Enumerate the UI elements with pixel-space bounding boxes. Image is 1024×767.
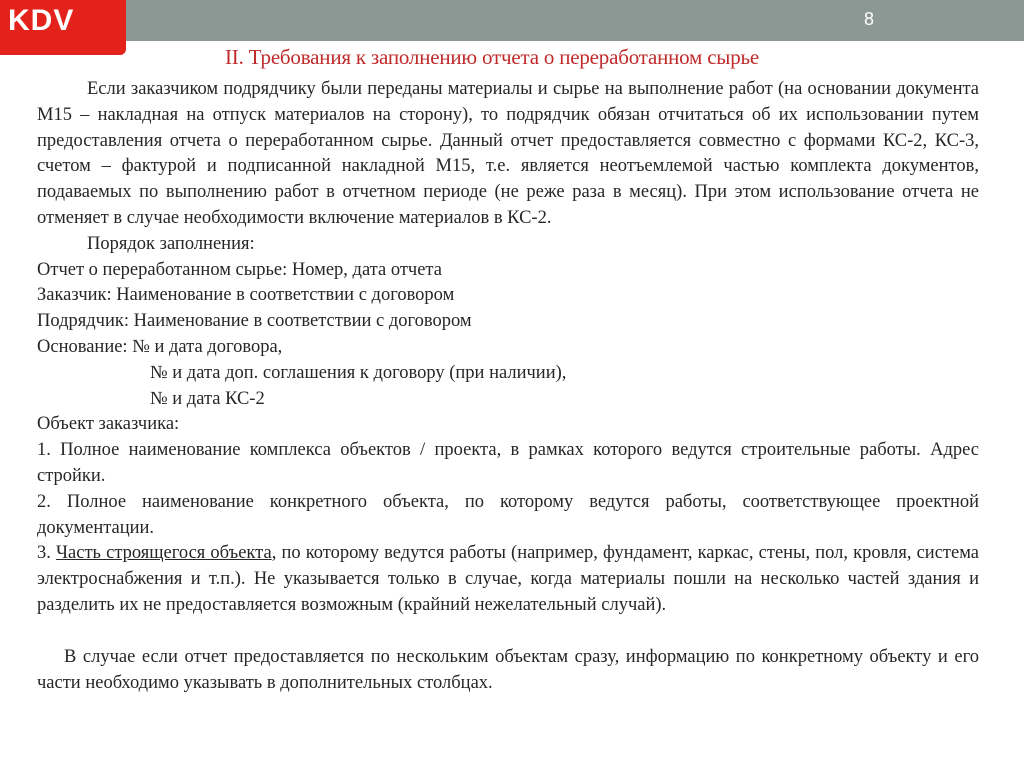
object-heading: Объект заказчика:	[37, 414, 180, 435]
slide-title: II. Требования к заполнению отчета о переработанном сырье	[225, 45, 760, 69]
intro-paragraph: Если заказчиком подрядчику были переданы материалы и сырье на выполнение работ (на основании документа М15 – накладная на отпуск материалов на сторону), то подрядчик обязан отчитаться об их использовании путем предоставления отчета о переработанном сырье. Данный отчет предоставляется совместно с формами КС-2, КС-3, счетом – фактурой и подписанной накладной М15, т.е. является неотъемлемой частью комплекта документов, подаваемых по выполнению работ в отчетном периоде (не реже раза в месяц). При этом использование отчета не отменяет в случае необходимости включение материалов в КС-2.	[37, 79, 979, 228]
logo-text: KDV	[8, 4, 75, 37]
list-item-3	[37, 541, 979, 618]
list-item-2: 2. Полное наименование конкретного объекта, по которому ведутся работы, соответствующее проектной документации.	[37, 491, 979, 538]
item3-rest: , по которому ведутся работы (например, фундамент, каркас, стены, пол, кровля, система электроснабжения и т.п.). Не указывается только в случае, когда материалы пошли на несколько частей здания и разделить их не предоставляется возможным (крайний нежелательный случай).	[37, 543, 980, 615]
closing-paragraph: В случае если отчет предоставляется по нескольким объектам сразу, информацию по конкретному объекту и его части необходимо указывать в дополнительных столбцах.	[37, 646, 979, 693]
customer-line: Заказчик: Наименование в соответствии с договором	[37, 285, 455, 306]
basis-line-2: № и дата доп. соглашения к договору (при наличии),	[150, 362, 567, 383]
spacer	[37, 619, 979, 645]
item3-prefix: 3.	[37, 543, 57, 564]
basis-line: Основание: № и дата договора,	[37, 336, 283, 357]
report-line: Отчет о переработанном сырье: Номер, дата отчета	[37, 259, 442, 280]
slide-content	[37, 77, 979, 696]
page-number: 8	[863, 9, 874, 29]
kdv-logo	[0, 0, 126, 55]
list-item-1: 1. Полное наименование комплекса объектов / проекта, в рамках которого ведутся строительные работы. Адрес стройки.	[37, 440, 979, 486]
contractor-line: Подрядчик: Наименование в соответствии с договором	[37, 311, 472, 332]
item3-underlined: Часть строящегося объекта	[56, 543, 272, 564]
order-heading: Порядок заполнения:	[87, 233, 255, 254]
basis-line-3: № и дата КС-2	[150, 388, 265, 409]
